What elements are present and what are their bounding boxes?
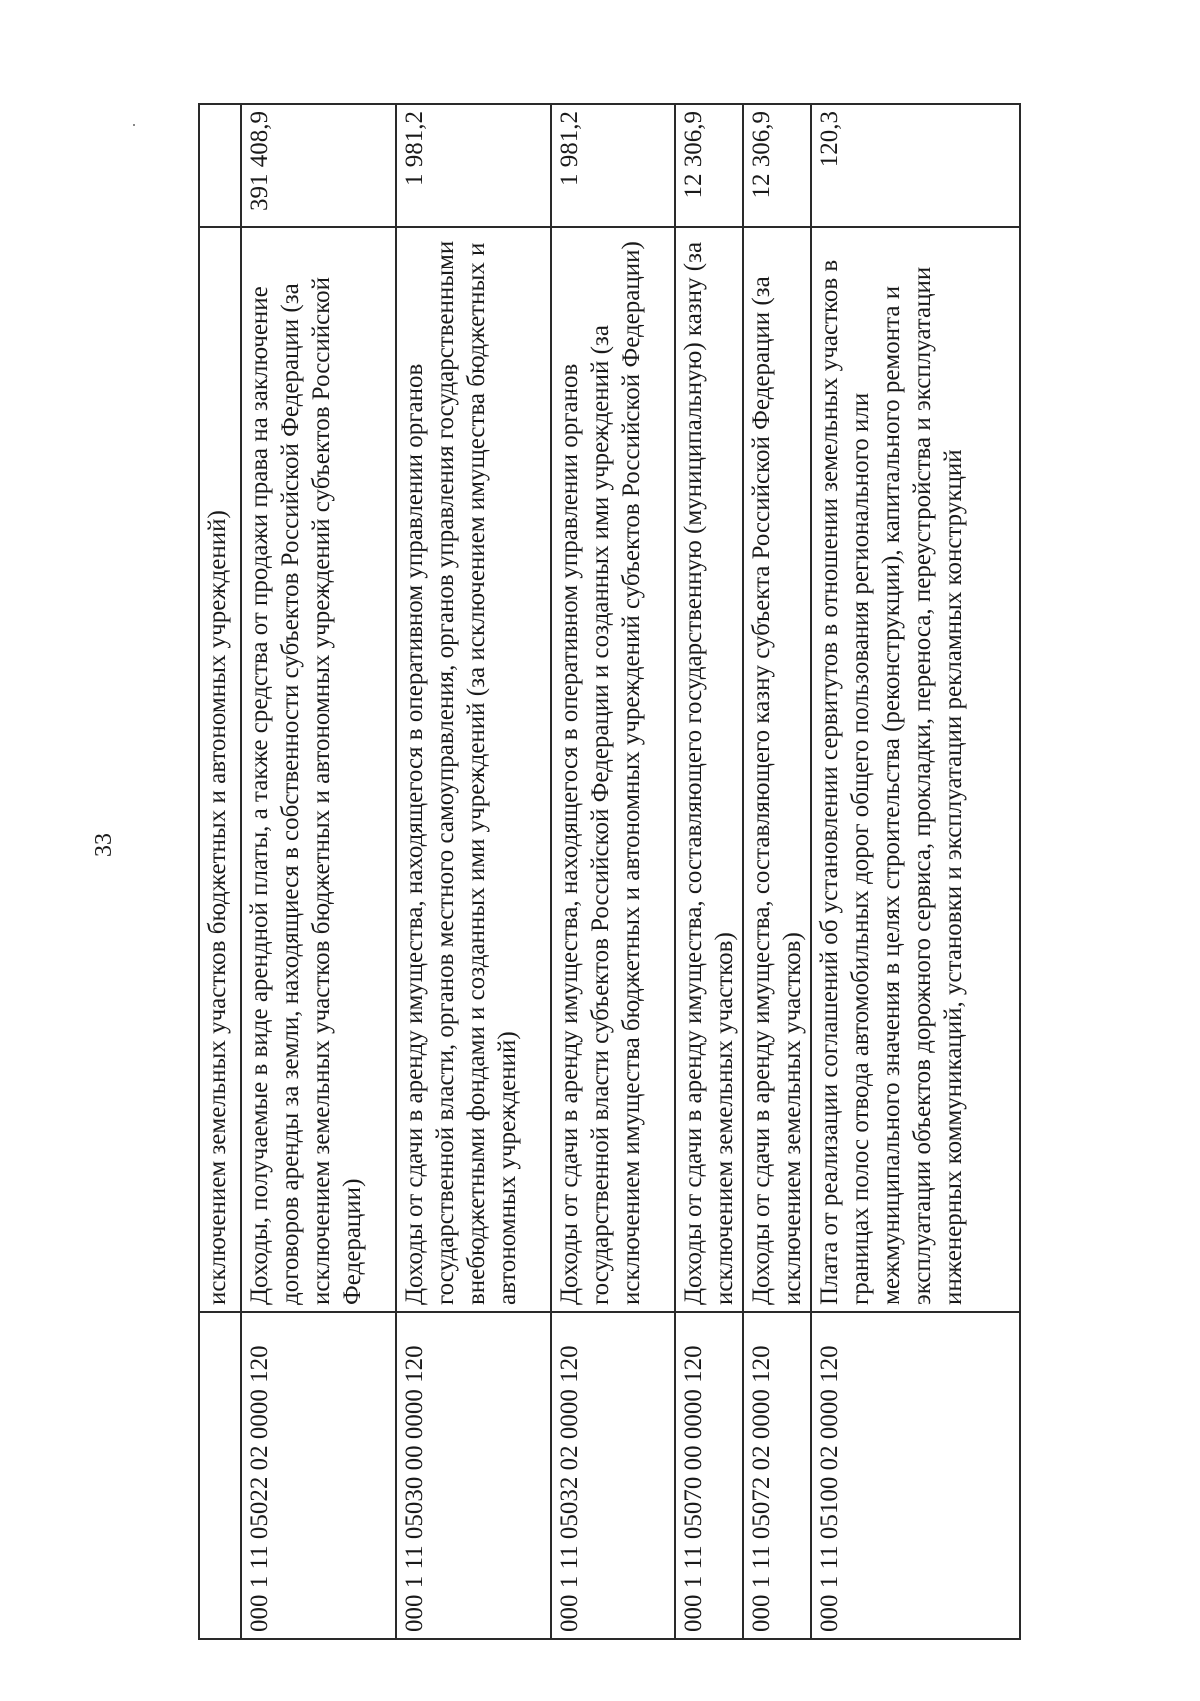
revenue-name-cell: исключением земельных участков бюджетных и автономных учреждений) — [199, 227, 241, 1312]
revenue-name-cell: Доходы, получаемые в виде арендной платы, а также средства от продажи права на заключение договоров аренды за земли, находящиеся в собственности субъектов Российской Федерации (за исключением земельных участков бюджетных и автономных учреждений субъектов Российской Федерации) — [241, 227, 396, 1312]
table-row — [811, 104, 1020, 1639]
budget-revenue-table — [198, 103, 1021, 1640]
rotated-table-container — [198, 105, 1013, 1640]
revenue-name-cell: Доходы от сдачи в аренду имущества, составляющего казну субъекта Российской Федерации (за исключением земельных участков) — [743, 227, 811, 1312]
table-row — [241, 104, 396, 1639]
revenue-code-cell: 000 1 11 05070 00 0000 120 — [675, 1312, 743, 1639]
table-row — [551, 104, 675, 1639]
scan-speck — [133, 124, 135, 126]
revenue-amount-cell: 1 981,2 — [551, 104, 675, 227]
revenue-amount-cell: 12 306,9 — [743, 104, 811, 227]
revenue-name-cell: Доходы от сдачи в аренду имущества, находящегося в оперативном управлении органов государственной власти, органов местного самоуправления, органов управления государственными внебюджетными фондами и созданных ими учреждений (за исключением имущества бюджетных и автономных учреждений) — [396, 227, 551, 1312]
revenue-code-cell — [199, 1312, 241, 1639]
page-number: 33 — [91, 833, 117, 857]
revenue-amount-cell: 1 981,2 — [396, 104, 551, 227]
table-row — [396, 104, 551, 1639]
table-row — [743, 104, 811, 1639]
revenue-amount-cell: 120,3 — [811, 104, 1020, 227]
revenue-name-cell: Доходы от сдачи в аренду имущества, находящегося в оперативном управлении органов государственной власти субъектов Российской Федерации и созданных ими учреждений (за исключением имущества бюджетных и автономных учреждений субъектов Российской Федерации) — [551, 227, 675, 1312]
revenue-code-cell: 000 1 11 05100 02 0000 120 — [811, 1312, 1020, 1639]
revenue-amount-cell: 391 408,9 — [241, 104, 396, 227]
revenue-name-cell: Плата от реализации соглашений об установлении сервитутов в отношении земельных участков в границах полос отвода автомобильных дорог общего пользования регионального или межмуниципального значения в целях строительства (реконструкции), капитального ремонта и эксплуатации объектов дорожного сервиса, прокладки, переноса, переустройства и эксплуатации инженерных коммуникаций, установки и эксплуатации рекламных конструкций — [811, 227, 1020, 1312]
revenue-code-cell: 000 1 11 05022 02 0000 120 — [241, 1312, 396, 1639]
revenue-name-cell: Доходы от сдачи в аренду имущества, составляющего государственную (муниципальную) казну (за исключением земельных участков) — [675, 227, 743, 1312]
revenue-code-cell: 000 1 11 05072 02 0000 120 — [743, 1312, 811, 1639]
revenue-amount-cell: 12 306,9 — [675, 104, 743, 227]
revenue-code-cell: 000 1 11 05030 00 0000 120 — [396, 1312, 551, 1639]
revenue-code-cell: 000 1 11 05032 02 0000 120 — [551, 1312, 675, 1639]
table-row — [675, 104, 743, 1639]
table-row — [199, 104, 241, 1639]
revenue-amount-cell — [199, 104, 241, 227]
